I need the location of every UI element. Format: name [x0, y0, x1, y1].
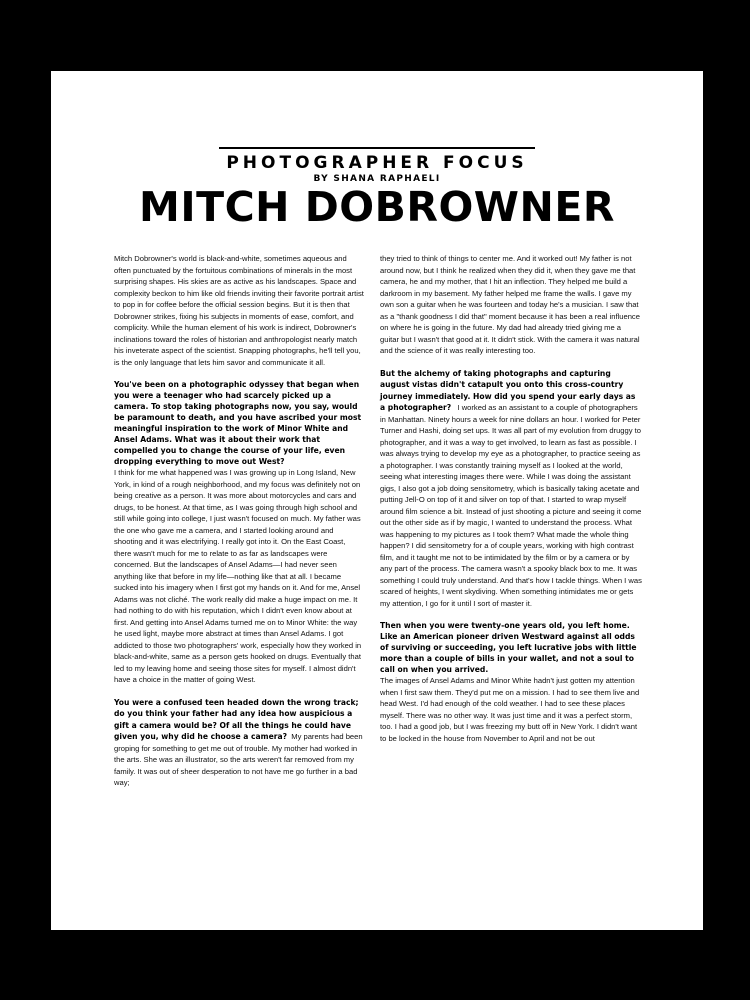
continued-answer: they tried to think of things to center me. And it worked out! My father is not around now, but I think he realized when they did it, when they gave me that camera, he and my mother, that I hit an inflection. They helped me build a darkroom in my basement. My father helped me frame the walls. I gave my own son a guitar when he was fourteen and today he's a musician. I saw that as a "thank goodness I did that" moment because it has been a real influence on where he is going in the future. My dad had already tried giving me a guitar but I wasn't that good at it. It didn't stick. With the camera it was natural and the science of it was really interesting too. [380, 254, 640, 355]
interview-question: Then when you were twenty-one years old, you left home. Like an American pioneer driven Westward against all odds of surviving or succeeding, you left lucrative jobs with little more than a couple of bills in your wallet, and not a soul to call on when you arrived. [380, 621, 637, 674]
magazine-page [51, 71, 703, 930]
article-title: MITCH DOBROWNER [139, 183, 615, 231]
interview-answer: My parents had been groping for something to get me out of trouble. My mother had worked in the arts. She was an illustrator, so the arts weren't far removed from my family. It was out of sheer desperation to not have me go further in a bad way; [114, 732, 363, 787]
interview-answer: I think for me what happened was I was growing up in Long Island, New York, in kind of a rough neighborhood, and my focus was definitely not on being creative as a person. It was more about motorcycles and cars and drugs, to be honest. At that time, as I was going through high school and still while going into college, I just wasn't focused on much. My father was the one who gave me a camera, and I started looking around and shooting and it was electrifying. I really got into it. On the East Coast, there wasn't much for me to relate to as far as landscapes were concerned. But the landscapes of Ansel Adams—I had never seen anything like that before in my life—nothing like that at all. I became sucked into his imagery when I first got my hands on it. And for me, Ansel Adams was not cliché. The work really did make a huge impact on me. It had nothing to do with his reputation, which I didn't even know about at first. And getting into Ansel Adams turned me on to Minor White: the way he used light, maybe more abstract at times than Ansel Adams. I got addicted to those two photographers' work, especially how they worked in black-and-white, same as a person gets hooked on drugs. Eventually that led to my leaving home and seeing those sites for myself. I almost didn't have a choice in the matter of going West. [114, 468, 362, 684]
intro-paragraph: Mitch Dobrowner's world is black-and-white, sometimes aqueous and often punctuated by the fortuitous combinations of minerals in the most surprising shapes. His skies are as active as his landscapes. Space and complexity beckon to him like old friends inviting their favorite portrait artist to pop in for coffee before the official session begins. But it is then that Dobrowner strikes, fixing his subjects in moments of ease, comfort, and complicity. While the human element of his work is indirect, Dobrowner's inclinations toward the roles of historian and anthropologist nearly match his inveterate aspect of the scientist. Snapping photographs, he'll tell you, is the only language that lets him savor and communicate it all. [114, 254, 364, 367]
interview-question: But the alchemy of taking photographs and capturing august vistas didn't catapult you onto this cross-country journey immediately. How did you spend your early days as a photographer? [380, 368, 636, 412]
right-column [380, 253, 642, 755]
header-rule [219, 147, 535, 149]
section-label: PHOTOGRAPHER FOCUS [226, 153, 528, 173]
interview-question: You were a confused teen headed down the wrong track; do you think your father had any idea how auspicious a gift a camera would be? Of all the things he could have given you, why did he choose a camera? [114, 697, 359, 741]
interview-question: You've been on a photographic odyssey that began when you were a teenager who had scarcely picked up a camera. To stop taking photographs now, you say, would be paramount to death, and you have ascribed your most meaningful inspiration to the work of Minor White and Ansel Adams. What was it about their work that compelled you to change the course of your life, even dropping everything to move out West? [114, 380, 362, 466]
interview-qa [380, 368, 642, 610]
interview-answer: I worked as an assistant to a couple of photographers in Manhattan. Ninety hours a week for nine dollars an hour. I worked for Peter Turner and Hashi, doing set ups. It was all part of my evolution from druggy to photographer, and it was a way to get involved, to learn as fast as possible. I was always trying to develop my eye as a photographer, to practice seeing as a photographer. I was constantly training myself as I looked at the world, seeing what interesting images there were. While I was doing the assistant gigs, I also got a job doing sensitometry, which is basically taking acetate and putting Jell-O on top of it and silver on top of that. I started to wrap myself around film science a bit. Instead of just shooting a picture and seeing it come out the other side as if by magic, I wanted to understand the process. What was happening to my pictures as I took them? What made the whole thing happen? I did sensitometry for a of couple years, working with high contrast film, and it taught me not to be intimidated by the film or by a camera or by any part of the process. The camera wasn't a spooky black box to me. It was something I could truly understand. And that's how I tackle things. When I was scared of heights, I went skydiving. When something intimidates me or gets my attention, I go for it until I sort of master it. [380, 403, 642, 608]
interview-answer: The images of Ansel Adams and Minor White hadn't just gotten my attention when I first saw them. They'd put me on a mission. I had to see them live and head West. I'd had enough of the cold weather. I had to see these places myself. There was no other way. It was just time and it was a perfect storm, too. I had a good job, but I was freezing my butt off in New York. I didn't want to be locked in the house from November to April and not be out [380, 676, 640, 743]
byline: BY SHANA RAPHAELI [313, 174, 441, 184]
interview-qa [114, 697, 364, 789]
left-column [114, 253, 364, 800]
